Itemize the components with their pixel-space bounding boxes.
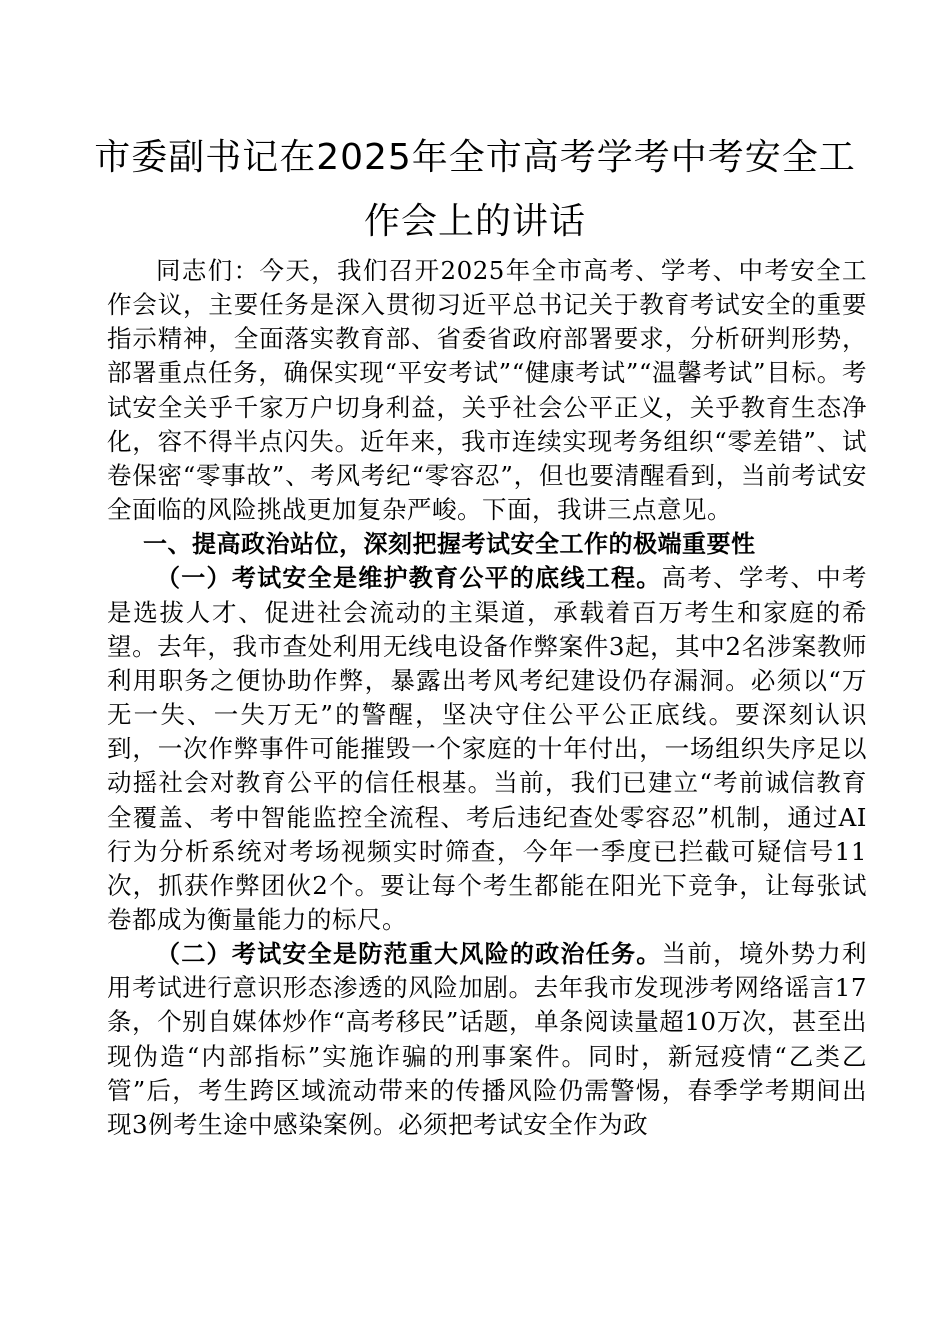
subsection-text-2: 当前，境外势力利用考试进行意识形态渗透的风险加剧。去年我市发现涉考网络谣言17条，个别自媒体炒作“高考移民”话题，单条阅读量超10万次，甚至出现伪造“内部指标”实施诈骗的刑事案件。同时，新冠疫情“乙类乙管”后，考生跨区域流动带来的传播风险仍需警惕，春季学考期间出现3例考生途中感染案例。必须把考试安全作为政: [107, 939, 868, 1139]
subsection-paragraph-1: [107, 561, 867, 937]
document-title-line2: 作会上的讲话: [363, 201, 586, 242]
subsection-heading-2: （二）考试安全是防范重大风险的政治任务。: [156, 940, 662, 969]
subsection-paragraph-2: [107, 937, 867, 1142]
section-heading-1: 一、提高政治站位，深刻把握考试安全工作的极端重要性: [143, 530, 756, 559]
subsection-text-1: 高考、学考、中考是选拔人才、促进社会流动的主渠道，承载着百万考生和家庭的希望。去年，我市查处利用无线电设备作弊案件3起，其中2名涉案教师利用职务之便协助作弊，暴露出考风考纪建设仍存漏洞。必须以“万无一失、一失万无”的警醒，坚决守住公平公正底线。要深刻认识到，一次作弊事件可能摧毁一个家庭的十年付出，一场组织失序足以动摇社会对教育公平的信任根基。当前，我们已建立“考前诚信教育全覆盖、考中智能监控全流程、考后违纪查处零容忍”机制，通过AI行为分析系统对考场视频实时筛查，今年一季度已拦截可疑信号11次，抓获作弊团伙2个。要让每个考生都能在阳光下竞争，让每张试卷都成为衡量能力的标尺。: [107, 563, 868, 934]
opening-paragraph: 同志们：今天，我们召开2025年全市高考、学考、中考安全工作会议，主要任务是深入贯彻习近平总书记关于教育考试安全的重要指示精神，全面落实教育部、省委省政府部署要求，分析研判形势，部署重点任务，确保实现“平安考试”“健康考试”“温馨考试”目标。考试安全关乎千家万户切身利益，关乎社会公平正义，关乎教育生态净化，容不得半点闪失。近年来，我市连续实现考务组织“零差错”、试卷保密“零事故”、考风考纪“零容忍”，但也要清醒看到，当前考试安全面临的风险挑战更加复杂严峻。下面，我讲三点意见。: [107, 256, 867, 525]
document-title-line1: 市委副书记在2025年全市高考学考中考安全工: [94, 137, 856, 178]
subsection-heading-1: （一）考试安全是维护教育公平的底线工程。: [156, 564, 662, 593]
document-body: [107, 254, 867, 1142]
